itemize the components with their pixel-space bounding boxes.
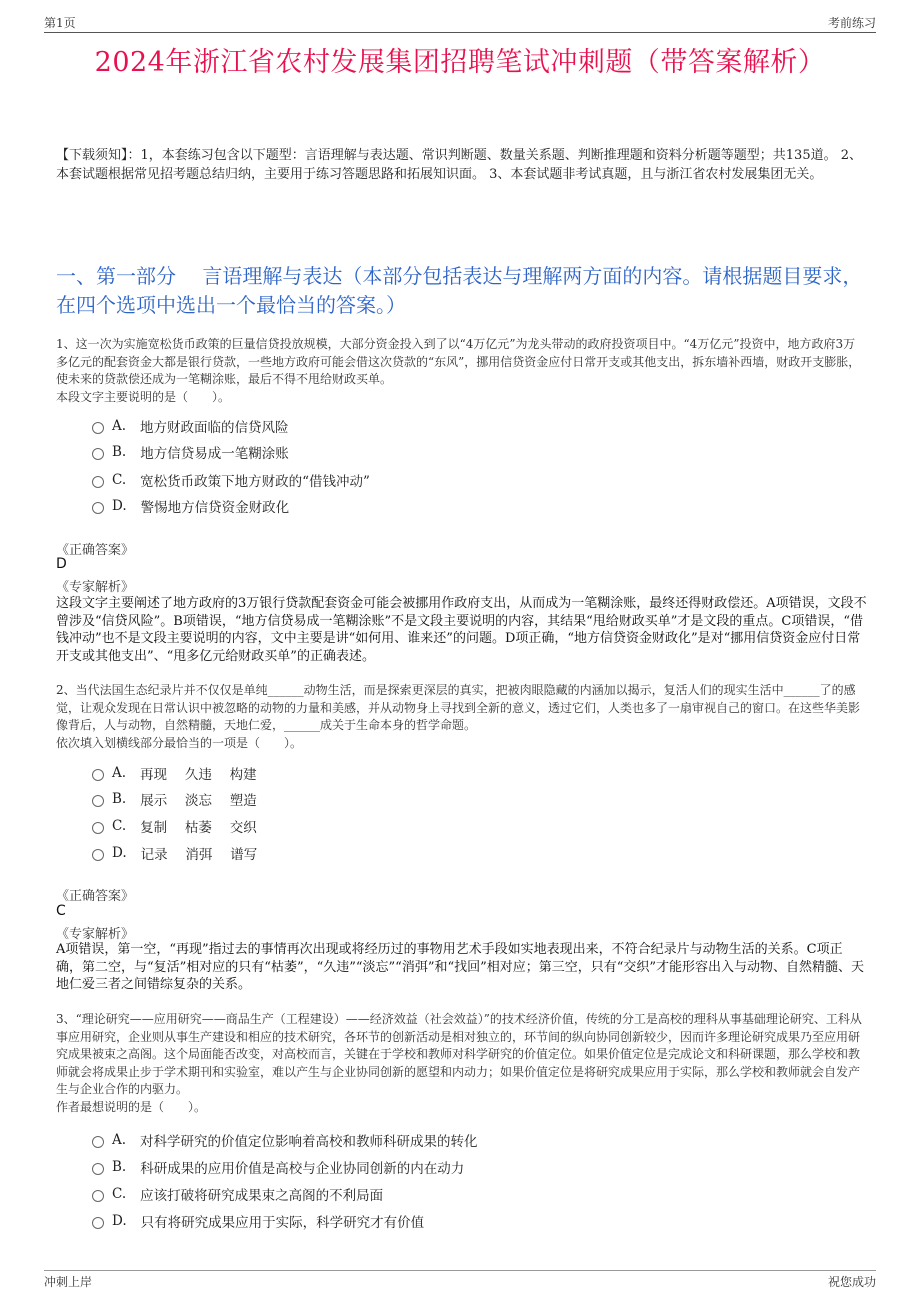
explanation-label: 《专家解析》 xyxy=(56,580,135,595)
q3-option-c[interactable] xyxy=(92,1184,383,1204)
q3-option-a[interactable] xyxy=(92,1130,478,1150)
radio-icon[interactable] xyxy=(92,448,104,460)
option-letter: D. xyxy=(112,498,127,514)
radio-icon[interactable] xyxy=(92,1217,104,1229)
answer-label: 《正确答案》 xyxy=(56,889,135,904)
q2-option-d[interactable] xyxy=(92,843,257,863)
option-text: 展示 淡忘 塑造 xyxy=(140,793,257,809)
option-letter: C. xyxy=(112,472,127,488)
option-letter: A. xyxy=(112,1132,127,1148)
question-2 xyxy=(56,682,864,752)
option-text: 复制 枯萎 交织 xyxy=(140,820,257,836)
download-notice: 【下载须知】：1，本套练习包含以下题型：言语理解与表达题、常识判断题、数量关系题、判断推理题和资料分析题等题型；共135道。 2、本套试题根据常见招考题总结归纳，主要用于练习答题思路和拓展知识面。 3、本套试题非考试真题，且与浙江省农村发展集团无关。 xyxy=(56,148,862,182)
q2-option-c[interactable] xyxy=(92,816,257,836)
q1-option-a[interactable] xyxy=(92,416,289,436)
option-letter: C. xyxy=(112,818,127,834)
option-text: 记录 消弭 谱写 xyxy=(140,847,258,863)
option-text: 科研成果的应用价值是高校与企业协同创新的内在动力 xyxy=(140,1161,465,1177)
footer-right: 祝您成功 xyxy=(827,1275,876,1289)
question-stem: 1、这一次为实施宽松货币政策的巨量信贷投放规模，大部分资金投入到了以“4万亿元”为龙头带动的政府投资项目中。“4万亿元”投资中，地方政府3万多亿元的配套资金大都是银行贷款，一些地方政府可能会借这次贷款的“东风”，挪用信贷资金应付日常开支或其他支出，拆东墙补西墙，财政开支膨胀，使未来的贷款偿还成为一笔糊涂账，最后不得不甩给财政买单。 xyxy=(56,337,861,386)
section-title: 一、第一部分 言语理解与表达（本部分包括表达与理解两方面的内容。请根据题目要求，在四个选项中选出一个最恰当的答案。） xyxy=(56,264,863,317)
option-letter: B. xyxy=(112,1159,127,1175)
option-letter: D. xyxy=(112,1213,127,1229)
footer-left: 冲刺上岸 xyxy=(44,1275,93,1289)
option-letter: B. xyxy=(112,791,127,807)
option-letter: A. xyxy=(112,418,127,434)
radio-icon[interactable] xyxy=(92,422,104,434)
explanation-text: 这段文字主要阐述了地方政府的3万银行贷款配套资金可能会被挪用作政府支出，从而成为一笔糊涂账，最终还得财政偿还。A项错误，文段不曾涉及“信贷风险”。B项错误，“地方信贷易成一笔糊涂账”不是文段主要说明的内容，其结果“甩给财政买单”才是文段的重点。C项错误，“借钱冲动”也不是文段主要说明的内容，文中主要是讲“如何用、谁来还”的问题。D项正确，“地方信贷资金财政化”是对“挪用信贷资金应付日常开支或其他支出”、“甩多亿元给财政买单”的正确表述。 xyxy=(56,596,867,664)
q2-option-b[interactable] xyxy=(92,789,257,809)
option-letter: B. xyxy=(112,444,127,460)
question-prompt: 作者最想说明的是（ ）。 xyxy=(56,1099,207,1114)
q1-option-d[interactable] xyxy=(92,496,289,516)
explanation-label: 《专家解析》 xyxy=(56,927,135,942)
answer-label: 《正确答案》 xyxy=(56,543,135,558)
question-1 xyxy=(56,336,864,406)
option-text: 宽松货币政策下地方财政的“借钱冲动” xyxy=(140,474,370,490)
option-letter: A. xyxy=(112,765,127,781)
question-stem: 3、“理论研究——应用研究——商品生产（工程建设）——经济效益（社会效益）”的技术经济价值，传统的分工是高校的理科从事基础理论研究、工科从事应用研究，企业则从事生产建设和相应的技术研究，各环节的创新活动是相对独立的，环节间的纵向协同创新较少，因而许多理论研究成果乃至应用研究成果被束之高阁。这个局面能否改变，对高校而言，关键在于学校和教师对科学研究的价值定位。如果价值定位是完成论文和科研课题，那么学校和教师就会将成果止步于学术期刊和实验室，难以产生与企业协同创新的愿望和内动力；如果价值定位是将研究成果应用于实际，那么学校和教师就会自发产生与企业合作的内驱力。 xyxy=(56,1012,862,1096)
q3-option-b[interactable] xyxy=(92,1157,464,1177)
question-stem: 2、当代法国生态纪录片并不仅仅是单纯______动物生活，而是探索更深层的真实，把被肉眼隐藏的内涵加以揭示，复活人们的现实生活中______了的感觉，让观众发现在日常认识中被忽略的动物的力量和美感，并从动物身上寻找到全新的意义，透过它们，人类也多了一扇审视自己的窗口。在这些华美影像背后，人与动物，自然精髓，天地仁爱，______成关于生命本身的哲学命题。 xyxy=(56,683,861,732)
header-label: 考前练习 xyxy=(827,16,876,30)
answer-value: C xyxy=(56,903,66,919)
option-text: 警惕地方信贷资金财政化 xyxy=(140,500,290,516)
q3-option-d[interactable] xyxy=(92,1211,424,1231)
option-letter: C. xyxy=(112,1186,127,1202)
page-footer xyxy=(44,1270,876,1290)
document-title: 2024年浙江省农村发展集团招聘笔试冲刺题（带答案解析） xyxy=(94,47,826,78)
radio-icon[interactable] xyxy=(92,795,104,807)
question-prompt: 本段文字主要说明的是（ ）。 xyxy=(56,389,231,404)
radio-icon[interactable] xyxy=(92,822,104,834)
radio-icon[interactable] xyxy=(92,769,104,781)
radio-icon[interactable] xyxy=(92,1136,104,1148)
option-text: 地方信贷易成一笔糊涂账 xyxy=(140,446,289,462)
radio-icon[interactable] xyxy=(92,502,104,514)
radio-icon[interactable] xyxy=(92,849,104,861)
question-3 xyxy=(56,1011,864,1116)
answer-value: D xyxy=(56,556,67,572)
page-number: 第1页 xyxy=(44,16,76,30)
option-text: 只有将研究成果应用于实际，科学研究才有价值 xyxy=(140,1215,425,1231)
question-prompt: 依次填入划横线部分最恰当的一项是（ ）。 xyxy=(56,735,303,750)
radio-icon[interactable] xyxy=(92,1163,104,1175)
option-text: 对科学研究的价值定位影响着高校和教师科研成果的转化 xyxy=(140,1134,478,1150)
radio-icon[interactable] xyxy=(92,1190,104,1202)
explanation-text: A项错误，第一空，“再现”指过去的事情再次出现或将经历过的事物用艺术手段如实地表现出来，不符合纪录片与动物生活的关系。C项正确，第二空，与“复活”相对应的只有“枯萎”，“久违”“淡忘”“消弭”和“找回”相对应；第三空，只有“交织”才能形容出入与动物、自然精髓、天地仁爱三者之间错综复杂的关系。 xyxy=(56,942,865,992)
q2-option-a[interactable] xyxy=(92,763,257,783)
option-text: 应该打破将研究成果束之高阁的不利局面 xyxy=(140,1188,384,1204)
q1-option-b[interactable] xyxy=(92,442,289,462)
page-header xyxy=(44,14,876,33)
option-text: 地方财政面临的信贷风险 xyxy=(140,420,289,436)
radio-icon[interactable] xyxy=(92,476,104,488)
q1-option-c[interactable] xyxy=(92,470,370,490)
option-text: 再现 久违 构建 xyxy=(140,767,257,783)
option-letter: D. xyxy=(112,845,127,861)
